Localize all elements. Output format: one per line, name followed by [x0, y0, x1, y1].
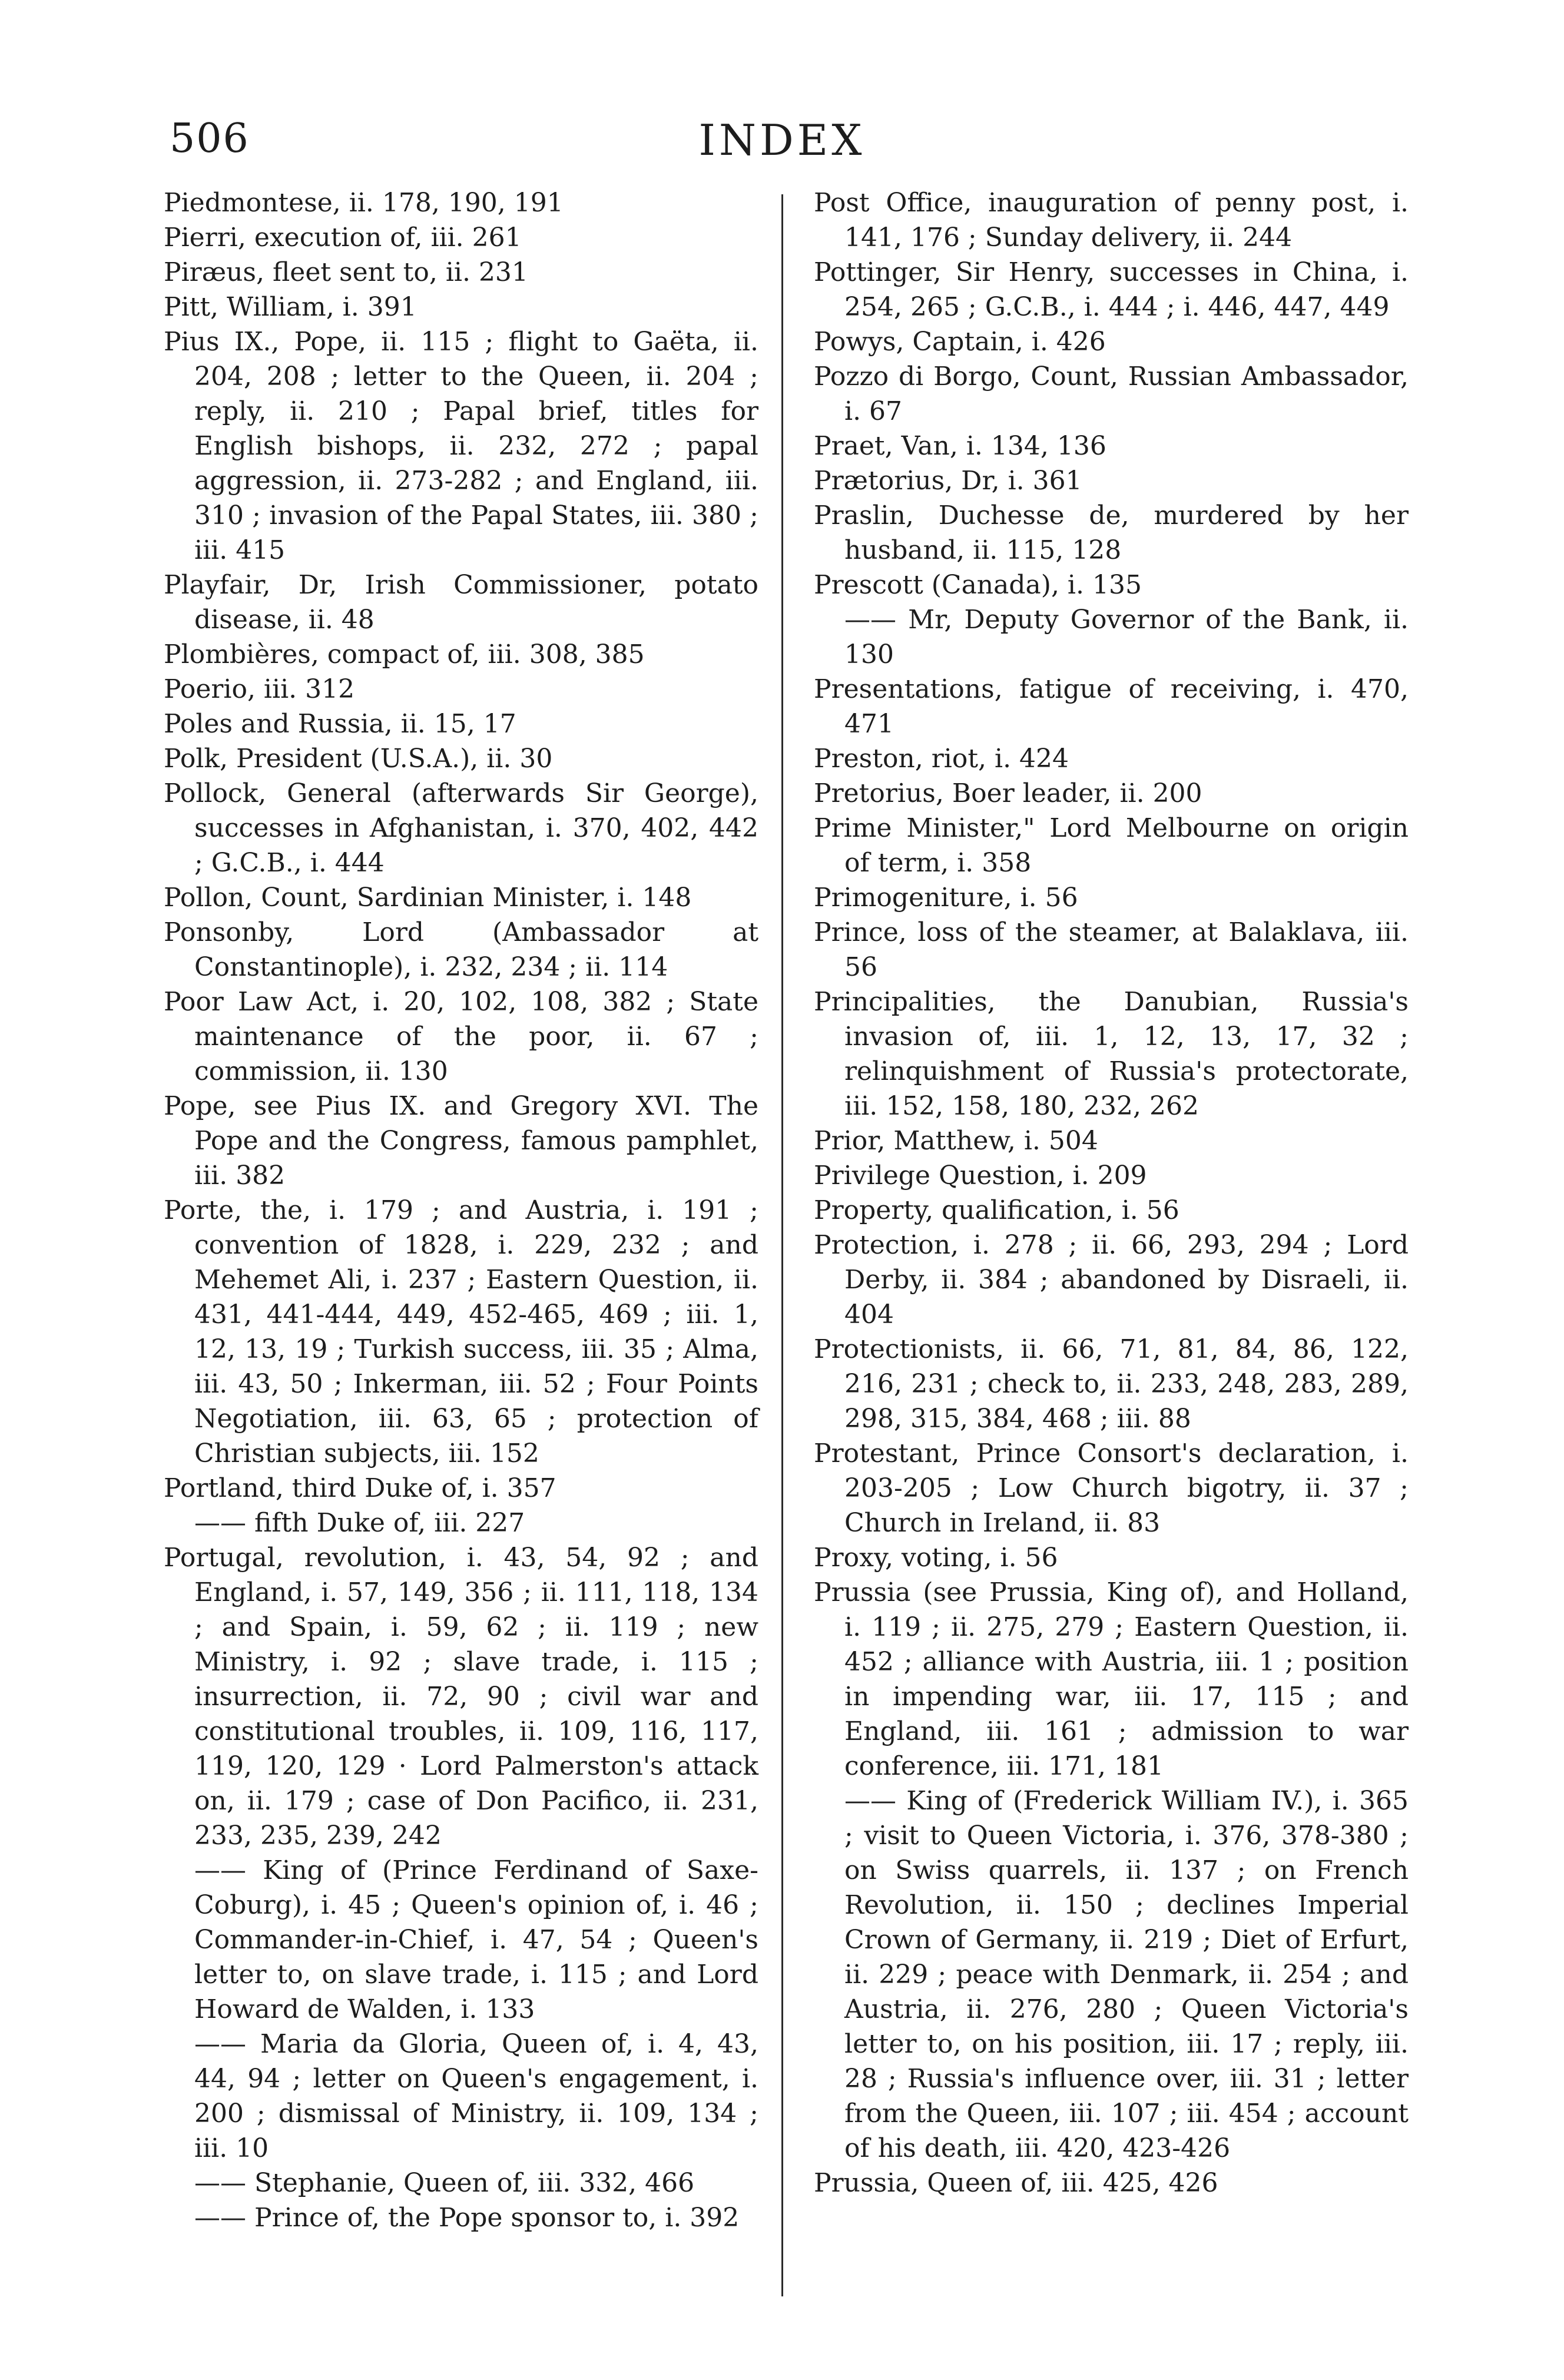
- index-entry: Property, qualification, i. 56: [814, 1195, 1179, 1225]
- index-subentry: —— Stephanie, Queen of, iii. 332, 466: [194, 2168, 695, 2198]
- index-entry: Playfair, Dr, Irish Commissioner, potato disease, ii. 48: [164, 570, 758, 635]
- index-entry: Prime Minister," Lord Melbourne on origin of term, i. 358: [814, 813, 1409, 878]
- index-entry: Preston, riot, i. 424: [814, 744, 1069, 774]
- index-entry: Protestant, Prince Consort's declaration, i. 203-205 ; Low Church bigotry, ii. 37 ; Church in Ireland, ii. 83: [814, 1438, 1409, 1538]
- index-entry: Plombières, compact of, iii. 308, 385: [164, 639, 645, 669]
- index-entry: Prince, loss of the steamer, at Balaklava, iii. 56: [814, 917, 1409, 982]
- index-subentry: —— fifth Duke of, iii. 227: [194, 1508, 525, 1538]
- index-entry: Pottinger, Sir Henry, successes in China, i. 254, 265 ; G.C.B., i. 444 ; i. 446, 447, 449: [814, 257, 1409, 322]
- index-subentry: —— King of (Prince Ferdinand of Saxe-Coburg), i. 45 ; Queen's opinion of, i. 46 ; Commander-in-Chief, i. 47, 54 ; Queen's letter to, on slave trade, i. 115 ; and Lord Howard de Walden, i. 133: [194, 1855, 758, 2024]
- column-divider: [781, 194, 783, 2296]
- index-entry: Pollock, General (afterwards Sir George), successes in Afghanistan, i. 370, 402, 442 ; G.C.B., i. 444: [164, 778, 758, 878]
- index-entry: Proxy, voting, i. 56: [814, 1543, 1058, 1573]
- index-entry: Portland, third Duke of, i. 357: [164, 1473, 556, 1503]
- index-entry: Prescott (Canada), i. 135: [814, 570, 1142, 600]
- index-entry: Privilege Question, i. 209: [814, 1161, 1147, 1191]
- index-entry: Prior, Matthew, i. 504: [814, 1126, 1098, 1156]
- index-entry: Principalities, the Danubian, Russia's invasion of, iii. 1, 12, 13, 17, 32 ; relinquishment of Russia's protectorate, iii. 152, 158, 180, 232, 262: [814, 987, 1409, 1121]
- index-entry: Poles and Russia, ii. 15, 17: [164, 709, 516, 739]
- index-entry: Prussia (see Prussia, King of), and Holland, i. 119 ; ii. 275, 279 ; Eastern Question, ii. 452 ; alliance with Austria, iii. 1 ; position in impending war, iii. 17, 115 ; and England, iii. 161 ; admission to war conference, iii. 171, 181: [814, 1577, 1409, 1781]
- index-entry: Post Office, inauguration of penny post, i. 141, 176 ; Sunday delivery, ii. 244: [814, 188, 1409, 253]
- index-entry: Pozzo di Borgo, Count, Russian Ambassador, i. 67: [814, 362, 1409, 426]
- index-entry: Ponsonby, Lord (Ambassador at Constantinople), i. 232, 234 ; ii. 114: [164, 917, 758, 982]
- index-subentry: —— Prince of, the Pope sponsor to, i. 392: [194, 2203, 740, 2233]
- index-entry: Portugal, revolution, i. 43, 54, 92 ; and England, i. 57, 149, 356 ; ii. 111, 118, 134 ; and Spain, i. 59, 62 ; ii. 119 ; new Ministry, i. 92 ; slave trade, i. 115 ; insurrection, ii. 72, 90 ; civil war and constitutional troubles, ii. 109, 116, 117, 119, 120, 129 · Lord Palmerston's attack on, ii. 179 ; case of Don Pacifico, ii. 231, 233, 235, 239, 242: [164, 1543, 758, 1851]
- index-subentry: —— Maria da Gloria, Queen of, i. 4, 43, 44, 94 ; letter on Queen's engagement, i. 200 ; dismissal of Ministry, ii. 109, 134 ; iii. 10: [194, 2029, 758, 2163]
- index-entry: Praet, Van, i. 134, 136: [814, 431, 1106, 461]
- index-entry: Pierri, execution of, iii. 261: [164, 223, 522, 253]
- index-entry: Piedmontese, ii. 178, 190, 191: [164, 188, 564, 218]
- index-entry: Pretorius, Boer leader, ii. 200: [814, 778, 1202, 808]
- index-entry: Polk, President (U.S.A.), ii. 30: [164, 744, 553, 774]
- index-entry: Protection, i. 278 ; ii. 66, 293, 294 ; Lord Derby, ii. 384 ; abandoned by Disraeli, ii. 404: [814, 1230, 1409, 1330]
- index-entry: Prussia, Queen of, iii. 425, 426: [814, 2168, 1218, 2198]
- index-entry: Porte, the, i. 179 ; and Austria, i. 191 ; convention of 1828, i. 229, 232 ; and Mehemet Ali, i. 237 ; Eastern Question, ii. 431, 441-444, 449, 452-465, 469 ; iii. 1, 12, 13, 19 ; Turkish success, iii. 35 ; Alma, iii. 43, 50 ; Inkerman, iii. 52 ; Four Points Negotiation, iii. 63, 65 ; protection of Christian subjects, iii. 152: [164, 1195, 758, 1469]
- index-entry: Piræus, fleet sent to, ii. 231: [164, 257, 528, 287]
- index-entry: Pitt, William, i. 391: [164, 292, 417, 322]
- index-entry: Protectionists, ii. 66, 71, 81, 84, 86, 122, 216, 231 ; check to, ii. 233, 248, 283, 289, 298, 315, 384, 468 ; iii. 88: [814, 1334, 1409, 1434]
- index-entry: Pius IX., Pope, ii. 115 ; flight to Gaëta, ii. 204, 208 ; letter to the Queen, ii. 204 ; reply, ii. 210 ; Papal brief, titles for English bishops, ii. 232, 272 ; papal aggression, ii. 273-282 ; and England, iii. 310 ; invasion of the Papal States, iii. 380 ; iii. 415: [164, 327, 758, 565]
- index-entry: Poerio, iii. 312: [164, 674, 355, 704]
- index-entry: Pope, see Pius IX. and Gregory XVI. The Pope and the Congress, famous pamphlet, iii. 382: [164, 1091, 758, 1191]
- index-subentry: —— Mr, Deputy Governor of the Bank, ii. 130: [844, 605, 1409, 669]
- index-entry: Prætorius, Dr, i. 361: [814, 466, 1082, 496]
- index-entry: Powys, Captain, i. 426: [814, 327, 1106, 357]
- page-number: 506: [170, 115, 250, 162]
- index-column-left: [164, 185, 758, 2235]
- index-entry: Poor Law Act, i. 20, 102, 108, 382 ; State maintenance of the poor, ii. 67 ; commission, ii. 130: [164, 987, 758, 1086]
- index-subentry: —— King of (Frederick William IV.), i. 365 ; visit to Queen Victoria, i. 376, 378-380 ; on Swiss quarrels, ii. 137 ; on French Revolution, ii. 150 ; declines Imperial Crown of Germany, ii. 219 ; Diet of Erfurt, ii. 229 ; peace with Denmark, ii. 254 ; and Austria, ii. 276, 280 ; Queen Victoria's letter to, on his position, iii. 17 ; reply, iii. 28 ; Russia's influence over, iii. 31 ; letter from the Queen, iii. 107 ; iii. 454 ; account of his death, iii. 420, 423-426: [844, 1786, 1409, 2163]
- index-entry: Praslin, Duchesse de, murdered by her husband, ii. 115, 128: [814, 500, 1409, 565]
- page-title: INDEX: [698, 115, 866, 165]
- index-column-right: [814, 185, 1409, 2200]
- index-entry: Pollon, Count, Sardinian Minister, i. 148: [164, 883, 692, 913]
- index-entry: Presentations, fatigue of receiving, i. 470, 471: [814, 674, 1409, 739]
- index-entry: Primogeniture, i. 56: [814, 883, 1078, 913]
